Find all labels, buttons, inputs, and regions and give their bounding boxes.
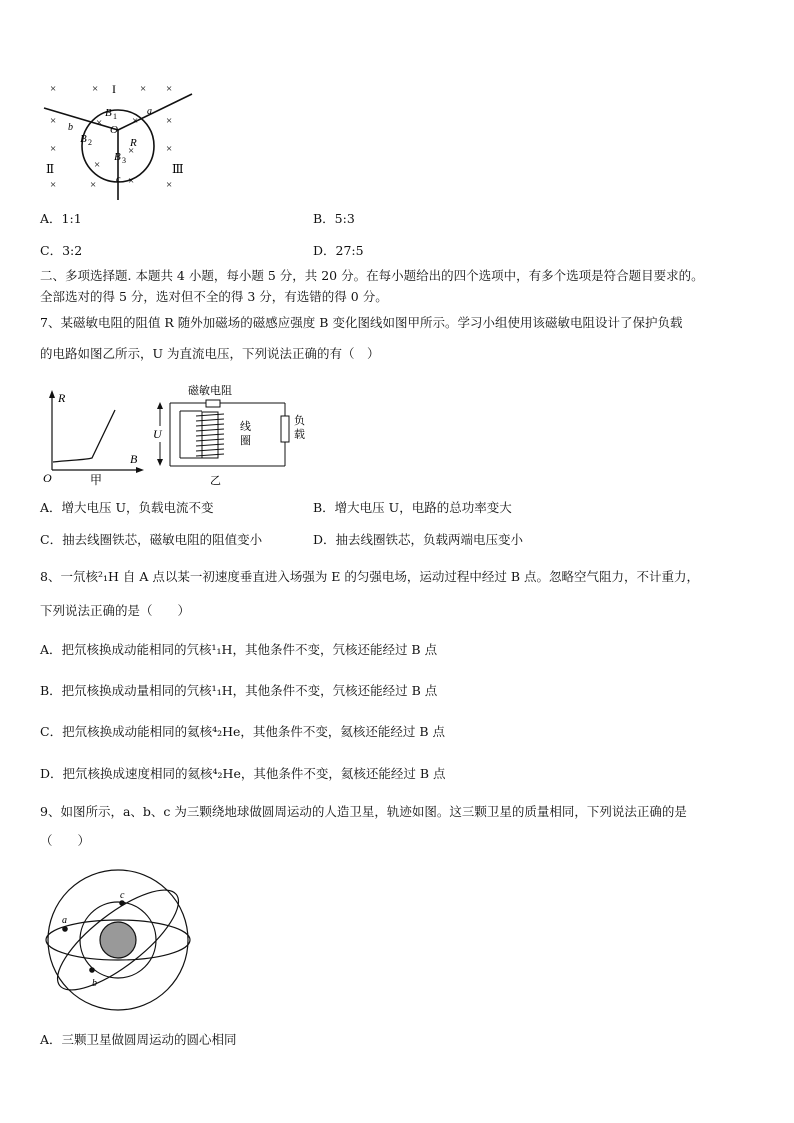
satellite-a-label: a [62, 915, 67, 926]
svg-text:b: b [68, 122, 73, 133]
q7-option-b[interactable]: B．增大电压 U，电路的总功率变大 [313, 500, 512, 515]
q9-stem-line2: （ ） [40, 833, 91, 848]
satellite-c-label: c [120, 890, 125, 901]
q8-stem-line1: 8、一氘核²₁H 自 A 点以某一初速度垂直进入场强为 E 的匀强电场，运动过程中经过 B 点。忽略空气阻力，不计重力， [40, 569, 700, 584]
svg-text:×: × [166, 179, 173, 191]
svg-text:1: 1 [113, 112, 117, 121]
svg-text:×: × [50, 179, 57, 191]
svg-text:3: 3 [122, 156, 126, 165]
r-b-graph [40, 388, 150, 488]
svg-text:×: × [166, 83, 173, 95]
svg-text:×: × [50, 83, 57, 95]
region-2-label: Ⅱ [46, 162, 55, 176]
svg-text:×: × [128, 175, 135, 187]
svg-text:×: × [132, 115, 139, 127]
region-1-label: I [112, 82, 116, 96]
magnetic-field-figure [30, 78, 230, 208]
protection-circuit [148, 380, 318, 490]
svg-text:×: × [50, 115, 57, 127]
svg-text:×: × [50, 143, 57, 155]
q7-stem-line2: 的电路如图乙所示，U 为直流电压，下列说法正确的有（ ） [40, 346, 380, 361]
svg-text:U: U [153, 427, 162, 441]
svg-text:×: × [166, 143, 173, 155]
q9-option-a[interactable]: A．三颗卫星做圆周运动的圆心相同 [40, 1032, 237, 1047]
region-3-label: Ⅲ [172, 162, 184, 176]
svg-text:磁敏电阻: 磁敏电阻 [188, 385, 232, 397]
svg-text:B: B [105, 107, 112, 119]
svg-text:×: × [128, 145, 135, 157]
center-O-label: O [110, 124, 118, 136]
q8-stem-line2: 下列说法正确的是（ ） [40, 603, 191, 618]
svg-text:2: 2 [88, 138, 92, 147]
q7-stem-line1: 7、某磁敏电阻的阻值 R 随外加磁场的磁感应强度 B 变化图线如图甲所示。学习小组使用该磁敏电阻设计了保护负载 [40, 315, 683, 330]
svg-text:载: 载 [294, 429, 305, 441]
svg-text:负: 负 [294, 415, 305, 427]
q7-option-c[interactable]: C．抽去线圈铁芯，磁敏电阻的阻值变小 [40, 532, 263, 547]
q8-option-a[interactable]: A．把氘核换成动能相同的氕核¹₁H，其他条件不变，氕核还能经过 B 点 [40, 642, 438, 657]
svg-text:圈: 圈 [240, 435, 251, 447]
q9-stem-line1: 9、如图所示，a、b、c 为三颗绕地球做圆周运动的人造卫星，轨迹如图。这三颗卫星的质量相同，下列说法正确的是 [40, 804, 687, 819]
svg-text:B: B [114, 151, 121, 163]
svg-text:c: c [116, 174, 121, 185]
satellite-b-label: b [92, 978, 97, 989]
graph-origin: O [43, 471, 52, 485]
q8-option-d[interactable]: D．把氘核换成速度相同的氦核⁴₂He，其他条件不变，氦核还能经过 B 点 [40, 766, 446, 781]
svg-text:×: × [140, 83, 147, 95]
graph-y-label: R [58, 391, 66, 405]
svg-text:a: a [147, 106, 152, 117]
q6-option-b[interactable]: B．5:3 [313, 211, 355, 226]
radius-R-label: R [130, 137, 137, 149]
q6-option-a[interactable]: A．1:1 [40, 211, 82, 226]
satellite-orbits-figure [40, 868, 200, 1018]
section2-instructions-line1: 二、多项选择题. 本题共 4 小题，每小题 5 分，共 20 分。在每小题给出的四个选项中，有多个选项是符合题目要求的。 [40, 268, 704, 283]
svg-text:B: B [80, 133, 87, 145]
svg-text:×: × [166, 115, 173, 127]
section2-instructions-line2: 全部选对的得 5 分，选对但不全的得 3 分，有选错的得 0 分。 [40, 289, 388, 304]
svg-text:×: × [92, 83, 99, 95]
q8-option-b[interactable]: B．把氘核换成动量相同的氕核¹₁H，其他条件不变，氕核还能经过 B 点 [40, 683, 438, 698]
graph-caption: 甲 [90, 473, 103, 487]
svg-text:线: 线 [240, 421, 251, 433]
graph-x-label: B [130, 452, 138, 466]
svg-text:×: × [94, 159, 101, 171]
svg-text:×: × [96, 117, 103, 129]
q6-option-c[interactable]: C．3:2 [40, 243, 83, 258]
svg-text:乙: 乙 [210, 475, 221, 487]
q8-option-c[interactable]: C．把氘核换成动能相同的氦核⁴₂He，其他条件不变，氦核还能经过 B 点 [40, 724, 446, 739]
q7-option-d[interactable]: D．抽去线圈铁芯，负载两端电压变小 [313, 532, 524, 547]
svg-text:×: × [90, 179, 97, 191]
q7-option-a[interactable]: A．增大电压 U，负载电流不变 [40, 500, 214, 515]
q6-option-d[interactable]: D．27:5 [313, 243, 364, 258]
